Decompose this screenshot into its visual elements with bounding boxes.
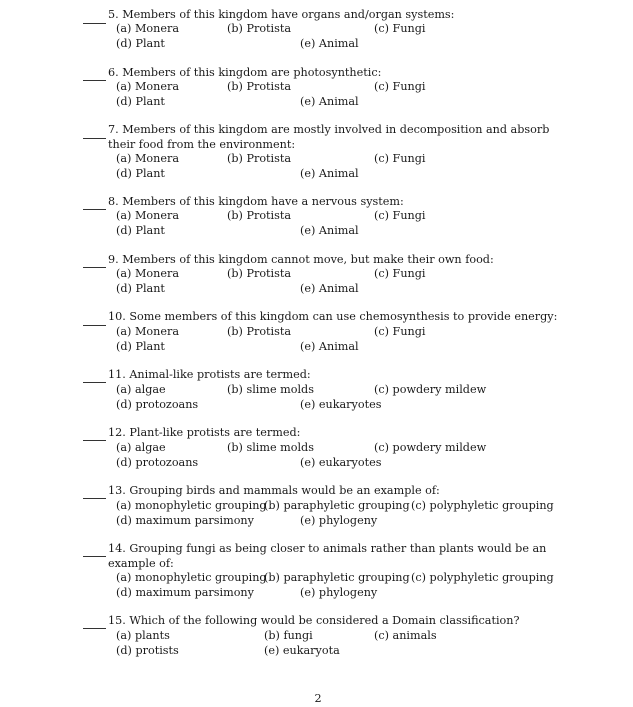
option-b: (b) Protista xyxy=(227,267,292,280)
option-a: (a) plants xyxy=(116,629,170,642)
option-a: (a) Monera xyxy=(116,22,179,35)
option-a: (a) Monera xyxy=(116,325,179,338)
answer-blank[interactable] xyxy=(83,209,106,210)
answer-blank[interactable] xyxy=(83,23,106,24)
question-stem: 7. Members of this kingdom are mostly involved in decomposition and absorb their food from the environment: xyxy=(108,123,550,151)
option-e: (e) Animal xyxy=(300,167,359,180)
option-b: (b) Protista xyxy=(227,22,292,35)
option-a: (a) Monera xyxy=(116,267,179,280)
option-d: (d) protozoans xyxy=(116,456,199,469)
option-d: (d) Plant xyxy=(116,340,165,353)
option-b: (b) slime molds xyxy=(227,383,314,396)
answer-blank[interactable] xyxy=(83,325,106,326)
option-c: (c) polyphyletic grouping xyxy=(411,499,554,512)
option-a: (a) algae xyxy=(116,383,166,396)
option-a: (a) algae xyxy=(116,441,166,454)
question-stem: 11. Animal-like protists are termed: xyxy=(108,368,311,381)
question-stem: 8. Members of this kingdom have a nervous system: xyxy=(108,195,404,208)
option-c: (c) Fungi xyxy=(374,22,426,35)
question-stem: 10. Some members of this kingdom can use chemosynthesis to provide energy: xyxy=(108,310,558,323)
option-e: (e) Animal xyxy=(300,224,359,237)
question-stem: 14. Grouping fungi as being closer to animals rather than plants would be an example of: xyxy=(108,542,547,570)
option-d: (d) maximum parsimony xyxy=(116,514,254,527)
option-e: (e) phylogeny xyxy=(300,586,378,599)
option-c: (c) animals xyxy=(374,629,437,642)
answer-blank[interactable] xyxy=(83,267,106,268)
answer-blank[interactable] xyxy=(83,80,106,81)
option-d: (d) Plant xyxy=(116,95,165,108)
option-c: (c) Fungi xyxy=(374,325,426,338)
option-a: (a) Monera xyxy=(116,80,179,93)
option-c: (c) Fungi xyxy=(374,267,426,280)
option-b: (b) Protista xyxy=(227,152,292,165)
option-a: (a) Monera xyxy=(116,152,179,165)
option-c: (c) Fungi xyxy=(374,80,426,93)
option-a: (a) monophyletic grouping xyxy=(116,499,267,512)
option-e: (e) phylogeny xyxy=(300,514,378,527)
answer-blank[interactable] xyxy=(83,498,106,499)
option-e: (e) eukaryotes xyxy=(300,456,382,469)
question-stem: 6. Members of this kingdom are photosynthetic: xyxy=(108,66,382,79)
option-d: (d) protists xyxy=(116,644,179,657)
option-a: (a) monophyletic grouping xyxy=(116,571,267,584)
answer-blank[interactable] xyxy=(83,138,106,139)
option-e: (e) Animal xyxy=(300,340,359,353)
option-e: (e) Animal xyxy=(300,37,359,50)
option-c: (c) powdery mildew xyxy=(374,383,487,396)
option-b: (b) slime molds xyxy=(227,441,314,454)
option-e: (e) eukaryotes xyxy=(300,398,382,411)
option-b: (b) paraphyletic grouping xyxy=(264,499,410,512)
question-stem: 9. Members of this kingdom cannot move, but make their own food: xyxy=(108,253,494,266)
option-b: (b) fungi xyxy=(264,629,313,642)
option-c: (c) Fungi xyxy=(374,152,426,165)
option-b: (b) paraphyletic grouping xyxy=(264,571,410,584)
option-e: (e) Animal xyxy=(300,282,359,295)
page-number: 2 xyxy=(314,692,322,705)
option-d: (d) maximum parsimony xyxy=(116,586,254,599)
answer-blank[interactable] xyxy=(83,440,106,441)
answer-blank[interactable] xyxy=(83,382,106,383)
question-stem: 12. Plant-like protists are termed: xyxy=(108,426,301,439)
option-d: (d) Plant xyxy=(116,224,165,237)
question-stem: 15. Which of the following would be considered a Domain classification? xyxy=(108,614,520,627)
option-b: (b) Protista xyxy=(227,80,292,93)
option-b: (b) Protista xyxy=(227,325,292,338)
option-e: (e) Animal xyxy=(300,95,359,108)
option-d: (d) protozoans xyxy=(116,398,199,411)
answer-blank[interactable] xyxy=(83,628,106,629)
option-d: (d) Plant xyxy=(116,167,165,180)
option-a: (a) Monera xyxy=(116,209,179,222)
option-c: (c) powdery mildew xyxy=(374,441,487,454)
question-stem: 5. Members of this kingdom have organs and/organ systems: xyxy=(108,8,455,21)
option-d: (d) Plant xyxy=(116,282,165,295)
option-d: (d) Plant xyxy=(116,37,165,50)
option-c: (c) Fungi xyxy=(374,209,426,222)
option-e: (e) eukaryota xyxy=(264,644,340,657)
question-stem: 13. Grouping birds and mammals would be an example of: xyxy=(108,484,440,497)
option-c: (c) polyphyletic grouping xyxy=(411,571,554,584)
option-b: (b) Protista xyxy=(227,209,292,222)
answer-blank[interactable] xyxy=(83,556,106,557)
